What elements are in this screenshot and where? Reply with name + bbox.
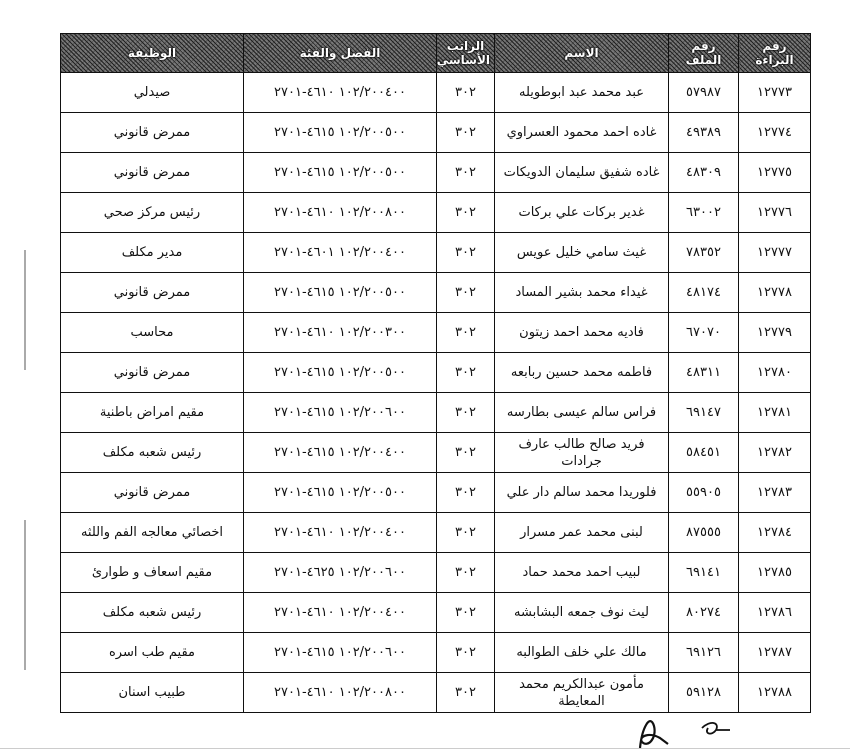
table-row: [61, 393, 811, 433]
permit-no-cell: ١٢٧٨١: [739, 393, 811, 433]
permit-no-cell: ١٢٧٧٨: [739, 273, 811, 313]
class-category-cell: ١٠٢/٢٠٠٤٠٠ ٤٦١٥-٢٧٠١: [244, 433, 437, 473]
employee-no-cell: ٦٧٠٧٠: [669, 313, 739, 353]
job-cell: محاسب: [61, 313, 244, 353]
permit-no-cell: ١٢٧٨٤: [739, 513, 811, 553]
basic-salary-cell: ٣٠٢: [437, 313, 495, 353]
class-category-cell: ١٠٢/٢٠٠٦٠٠ ٤٦١٥-٢٧٠١: [244, 393, 437, 433]
name-cell: غدير بركات علي بركات: [495, 193, 669, 233]
table-row: [61, 673, 811, 713]
header-class-category: الفصل والفئة: [244, 34, 437, 73]
job-cell: رئيس مركز صحي: [61, 193, 244, 233]
class-category-cell: ١٠٢/٢٠٠٨٠٠ ٤٦١٠-٢٧٠١: [244, 193, 437, 233]
job-cell: مقيم طب اسره: [61, 633, 244, 673]
class-category-cell: ١٠٢/٢٠٠٤٠٠ ٤٦١٠-٢٧٠١: [244, 513, 437, 553]
left-edge-mark-lower: [24, 520, 26, 670]
name-cell: ليث نوف جمعه البشابشه: [495, 593, 669, 633]
permit-no-cell: ١٢٧٧٣: [739, 73, 811, 113]
class-category-cell: ١٠٢/٢٠٠٥٠٠ ٤٦١٥-٢٧٠١: [244, 153, 437, 193]
job-cell: طبيب اسنان: [61, 673, 244, 713]
basic-salary-cell: ٣٠٢: [437, 113, 495, 153]
employee-no-cell: ٦٣٠٠٢: [669, 193, 739, 233]
name-cell: عبد محمد عبد ابوطويله: [495, 73, 669, 113]
name-cell: مأمون عبدالكريم محمد المعايطة: [495, 673, 669, 713]
basic-salary-cell: ٣٠٢: [437, 513, 495, 553]
header-name: الاسم: [495, 34, 669, 73]
name-cell: لبنى محمد عمر مسرار: [495, 513, 669, 553]
name-cell: غيداء محمد بشير المساد: [495, 273, 669, 313]
basic-salary-cell: ٣٠٢: [437, 233, 495, 273]
table-body: [61, 73, 811, 713]
name-cell: غيث سامي خليل عويس: [495, 233, 669, 273]
employee-no-cell: ٨٠٢٧٤: [669, 593, 739, 633]
basic-salary-cell: ٣٠٢: [437, 433, 495, 473]
employee-no-cell: ٤٨١٧٤: [669, 273, 739, 313]
signature: [620, 708, 740, 751]
employee-no-cell: ٥٨٤٥١: [669, 433, 739, 473]
class-category-cell: ١٠٢/٢٠٠٣٠٠ ٤٦١٠-٢٧٠١: [244, 313, 437, 353]
name-cell: غاده شفيق سليمان الدويكات: [495, 153, 669, 193]
permit-no-cell: ١٢٧٨٨: [739, 673, 811, 713]
name-cell: فلوريدا محمد سالم دار علي: [495, 473, 669, 513]
header-job: الوظيفة: [61, 34, 244, 73]
class-category-cell: ١٠٢/٢٠٠٦٠٠ ٤٦١٥-٢٧٠١: [244, 633, 437, 673]
class-category-cell: ١٠٢/٢٠٠٥٠٠ ٤٦١٥-٢٧٠١: [244, 473, 437, 513]
job-cell: رئيس شعبه مكلف: [61, 593, 244, 633]
job-cell: ممرض قانوني: [61, 273, 244, 313]
permit-no-cell: ١٢٧٨٠: [739, 353, 811, 393]
permit-no-cell: ١٢٧٧٥: [739, 153, 811, 193]
class-category-cell: ١٠٢/٢٠٠٥٠٠ ٤٦١٥-٢٧٠١: [244, 353, 437, 393]
employee-no-cell: ٨٧٥٥٥: [669, 513, 739, 553]
page-bottom-edge: [0, 748, 850, 749]
table-row: [61, 433, 811, 473]
permit-no-cell: ١٢٧٨٦: [739, 593, 811, 633]
job-cell: اخصائي معالجه الفم واللثه: [61, 513, 244, 553]
class-category-cell: ١٠٢/٢٠٠٥٠٠ ٤٦١٥-٢٧٠١: [244, 113, 437, 153]
left-edge-mark: [24, 250, 26, 370]
header-employee-no: رقم الملف: [669, 34, 739, 73]
name-cell: مالك علي خلف الطوالبه: [495, 633, 669, 673]
class-category-cell: ١٠٢/٢٠٠٥٠٠ ٤٦١٥-٢٧٠١: [244, 273, 437, 313]
basic-salary-cell: ٣٠٢: [437, 353, 495, 393]
name-cell: فريد صالح طالب عارف جرادات: [495, 433, 669, 473]
table-row: [61, 553, 811, 593]
basic-salary-cell: ٣٠٢: [437, 393, 495, 433]
header-basic-salary: الراتب الأساسي: [437, 34, 495, 73]
name-cell: فراس سالم عيسى بطارسه: [495, 393, 669, 433]
table-header-row: [61, 34, 811, 73]
table-row: [61, 73, 811, 113]
permit-no-cell: ١٢٧٧٦: [739, 193, 811, 233]
basic-salary-cell: ٣٠٢: [437, 553, 495, 593]
job-cell: مدير مكلف: [61, 233, 244, 273]
employee-no-cell: ٤٨٣١١: [669, 353, 739, 393]
basic-salary-cell: ٣٠٢: [437, 473, 495, 513]
name-cell: فاطمه محمد حسين ربابعه: [495, 353, 669, 393]
basic-salary-cell: ٣٠٢: [437, 193, 495, 233]
employee-no-cell: ٤٨٣٠٩: [669, 153, 739, 193]
employee-no-cell: ٥٥٩٠٥: [669, 473, 739, 513]
employee-no-cell: ٦٩١٤٧: [669, 393, 739, 433]
basic-salary-cell: ٣٠٢: [437, 273, 495, 313]
employee-no-cell: ٦٩١٤١: [669, 553, 739, 593]
table-row: [61, 513, 811, 553]
table-row: [61, 633, 811, 673]
job-cell: ممرض قانوني: [61, 153, 244, 193]
permit-no-cell: ١٢٧٧٩: [739, 313, 811, 353]
employee-no-cell: ٧٨٣٥٢: [669, 233, 739, 273]
table-row: [61, 113, 811, 153]
permit-no-cell: ١٢٧٨٢: [739, 433, 811, 473]
job-cell: رئيس شعبه مكلف: [61, 433, 244, 473]
name-cell: لبيب احمد محمد حماد: [495, 553, 669, 593]
class-category-cell: ١٠٢/٢٠٠٤٠٠ ٤٦١٠-٢٧٠١: [244, 73, 437, 113]
table-row: [61, 193, 811, 233]
table-row: [61, 233, 811, 273]
employee-no-cell: ٥٩١٢٨: [669, 673, 739, 713]
permit-no-cell: ١٢٧٨٥: [739, 553, 811, 593]
basic-salary-cell: ٣٠٢: [437, 73, 495, 113]
basic-salary-cell: ٣٠٢: [437, 673, 495, 713]
job-cell: ممرض قانوني: [61, 113, 244, 153]
job-cell: ممرض قانوني: [61, 473, 244, 513]
permit-no-cell: ١٢٧٧٤: [739, 113, 811, 153]
name-cell: غاده احمد محمود العسراوي: [495, 113, 669, 153]
employee-no-cell: ٥٧٩٨٧: [669, 73, 739, 113]
job-cell: ممرض قانوني: [61, 353, 244, 393]
job-cell: مقيم اسعاف و طوارئ: [61, 553, 244, 593]
class-category-cell: ١٠٢/٢٠٠٤٠٠ ٤٦١٠-٢٧٠١: [244, 593, 437, 633]
class-category-cell: ١٠٢/٢٠٠٦٠٠ ٤٦٢٥-٢٧٠١: [244, 553, 437, 593]
class-category-cell: ١٠٢/٢٠٠٤٠٠ ٤٦٠١-٢٧٠١: [244, 233, 437, 273]
permit-no-cell: ١٢٧٧٧: [739, 233, 811, 273]
class-category-cell: ١٠٢/٢٠٠٨٠٠ ٤٦١٠-٢٧٠١: [244, 673, 437, 713]
employee-no-cell: ٦٩١٢٦: [669, 633, 739, 673]
employee-no-cell: ٤٩٣٨٩: [669, 113, 739, 153]
name-cell: فاديه محمد احمد زيتون: [495, 313, 669, 353]
permit-no-cell: ١٢٧٨٣: [739, 473, 811, 513]
table-row: [61, 473, 811, 513]
job-cell: صيدلي: [61, 73, 244, 113]
basic-salary-cell: ٣٠٢: [437, 633, 495, 673]
basic-salary-cell: ٣٠٢: [437, 593, 495, 633]
basic-salary-cell: ٣٠٢: [437, 153, 495, 193]
permit-no-cell: ١٢٧٨٧: [739, 633, 811, 673]
table-row: [61, 313, 811, 353]
header-permit-no: رقم البراءة: [739, 34, 811, 73]
table-row: [61, 153, 811, 193]
employee-table: [60, 33, 811, 713]
table-row: [61, 273, 811, 313]
job-cell: مقيم امراض باطنية: [61, 393, 244, 433]
table-row: [61, 593, 811, 633]
table-row: [61, 353, 811, 393]
